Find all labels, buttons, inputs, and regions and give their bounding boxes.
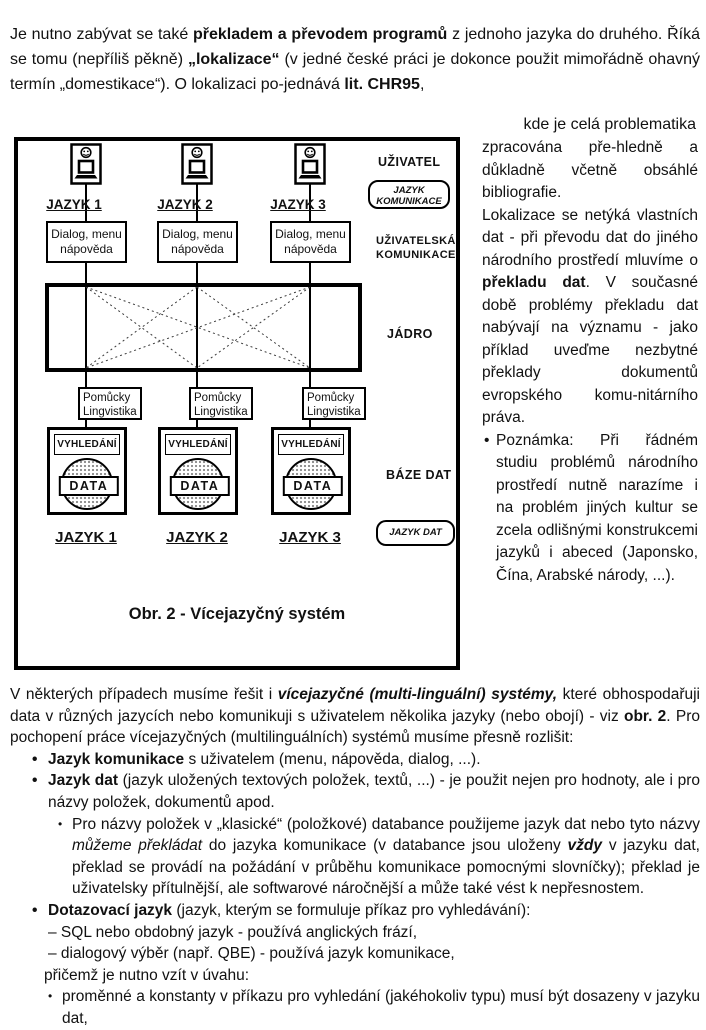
bold-phrase-data-translation: překladu dat [482, 274, 586, 291]
database-box [47, 427, 127, 515]
search-label-box: VYHLEDÁNÍ [278, 434, 344, 455]
language-label-top: JAZYK 2 [157, 197, 213, 212]
intro-text: Je nutno zabývat se také [10, 26, 193, 43]
layer-label-core: JÁDRO [387, 327, 433, 341]
search-label-box: VYHLEDÁNÍ [165, 434, 231, 455]
body-section [10, 684, 700, 1030]
bullet-query-language: • Dotazovací jazyk (jazyk, kterým se formuluje příkaz pro vyhledávání): [10, 900, 700, 922]
language-label-bottom: JAZYK 2 [166, 529, 228, 546]
data-language-badge: JAZYK DAT [376, 520, 455, 546]
dialog-menu-help-box: Dialog, menu nápověda [157, 221, 238, 263]
data-label: DATA [59, 476, 119, 496]
figure-multilingual-system [14, 137, 460, 670]
data-disk-icon [172, 458, 224, 510]
right-paragraph-1: zpracována pře-hledně a důkladně včetně obsáhlé bibliografie. [482, 139, 698, 201]
language-label-bottom: JAZYK 3 [279, 529, 341, 546]
data-disk-icon [285, 458, 337, 510]
language-label-top: JAZYK 1 [46, 197, 102, 212]
tools-linguistics-box: Pomůcky Lingvistika [302, 387, 366, 420]
database-box [271, 427, 351, 515]
user-terminal-icon [294, 143, 326, 185]
dash-item-qbe: – dialogový výběr (např. QBE) - používá jazyk komunikace, [48, 945, 455, 963]
intro-overflow-line: kde je celá problematika [523, 116, 696, 133]
data-label: DATA [170, 476, 230, 496]
intro-paragraph: Je nutno zabývat se také překladem a převodem programů z jednoho jazyka do druhého. Říká se tomu (nepříliš pěkně) „lokalizace“ (v jedné české práci je dokonce použit mimořádně ohavný termín „domestikace“). O lokalizaci po-jednává lit. CHR95, [10, 26, 700, 93]
layer-label-user-communication: UŽIVATELSKÁ KOMUNIKACE [376, 235, 456, 261]
right-text-column [482, 137, 700, 670]
sub-bullet-item-names: • Pro názvy položek v „klasické“ (položkové) databance použijeme jazyk dat nebo tyto názvy můžeme překládat do jazyka komunikace (v databance jsou uloženy vždy v jazyku dat, překlad se provádí na požádání v průběhu komunikace pomocnými slovníčky); překlad je uživatelsky přítulnější, ale softwarové náročnější a může také vést k nepřesnostem. [10, 814, 700, 900]
data-label: DATA [283, 476, 343, 496]
dialog-menu-help-box: Dialog, menu nápověda [46, 221, 127, 263]
sub-bullet-variables-constants: • proměnné a konstanty v příkazu pro vyhledání (jakéhokoliv typu) musí být dosazeny v jazyku dat, [10, 986, 700, 1029]
layer-label-database: BÁZE DAT [386, 468, 452, 482]
right-paragraph-2: Lokalizace se netýká vlastních dat - při převodu dat do jiného národního prostředí mluvíme o překladu dat. V současné době problémy překladu dat nabývají na významu - jako příklad uveďme nezbytné překlady dokumentů evropského komu-nitárního práva. [482, 206, 698, 426]
layer-label-user: UŽIVATEL [378, 155, 441, 169]
core-box [45, 283, 362, 372]
italic-can-translate: můžeme překládat [72, 837, 203, 855]
body-paragraph: V některých případech musíme řešit i vícejazyčné (multi-linguální) systémy, které obhospodařuji data v různých jazycích nebo komunikuji s uživatelem několika jazyky (nebo obojí) - viz obr. 2. Pro pochopení práce vícejazyčných (multilinguálních) systémů musíme přesně rozlišit: [10, 686, 700, 747]
intro-bold-phrase: překladem a převodem programů [192, 26, 448, 43]
continuation-line: přičemž je nutno vzít v úvahu: [44, 966, 250, 984]
dash-item-sql: – SQL nebo obdobný jazyk - používá anglických frází, [48, 923, 418, 941]
database-box [158, 427, 238, 515]
figure-reference: obr. 2 [623, 707, 667, 725]
note-bullet: • Poznámka: Při řádném studiu problémů národního prostředí nutně narazíme i na problém jiných kultur se zcela odlišnými konstrukcemi jazyků i abeced (Japonsko, Čína, Arabské národy, ...). [482, 430, 698, 588]
italic-always: vždy [567, 837, 603, 855]
dialog-menu-help-box: Dialog, menu nápověda [270, 221, 351, 263]
intro-bold-term: „lokalizace“ [187, 51, 280, 68]
language-label-top: JAZYK 3 [270, 197, 326, 212]
bold-italic-multilingual-systems: vícejazyčné (multi-linguální) systémy, [277, 686, 558, 703]
bullet-data-language: • Jazyk dat (jazyk uložených textových položek, textů, ...) - je použit nejen pro hodnoty, ale i pro názvy položek, dokumentů apod. [10, 770, 700, 813]
data-disk-icon [61, 458, 113, 510]
search-label-box: VYHLEDÁNÍ [54, 434, 120, 455]
language-label-bottom: JAZYK 1 [55, 529, 117, 546]
bullet-communication-language: • Jazyk komunikace s uživatelem (menu, nápověda, dialog, ...). [10, 749, 700, 771]
figure-caption: Obr. 2 - Vícejazyčný systém [128, 605, 346, 623]
literature-reference: lit. CHR95 [344, 76, 420, 93]
tools-linguistics-box: Pomůcky Lingvistika [78, 387, 142, 420]
communication-language-badge: JAZYK KOMUNIKACE [368, 180, 450, 209]
tools-linguistics-box: Pomůcky Lingvistika [189, 387, 253, 420]
